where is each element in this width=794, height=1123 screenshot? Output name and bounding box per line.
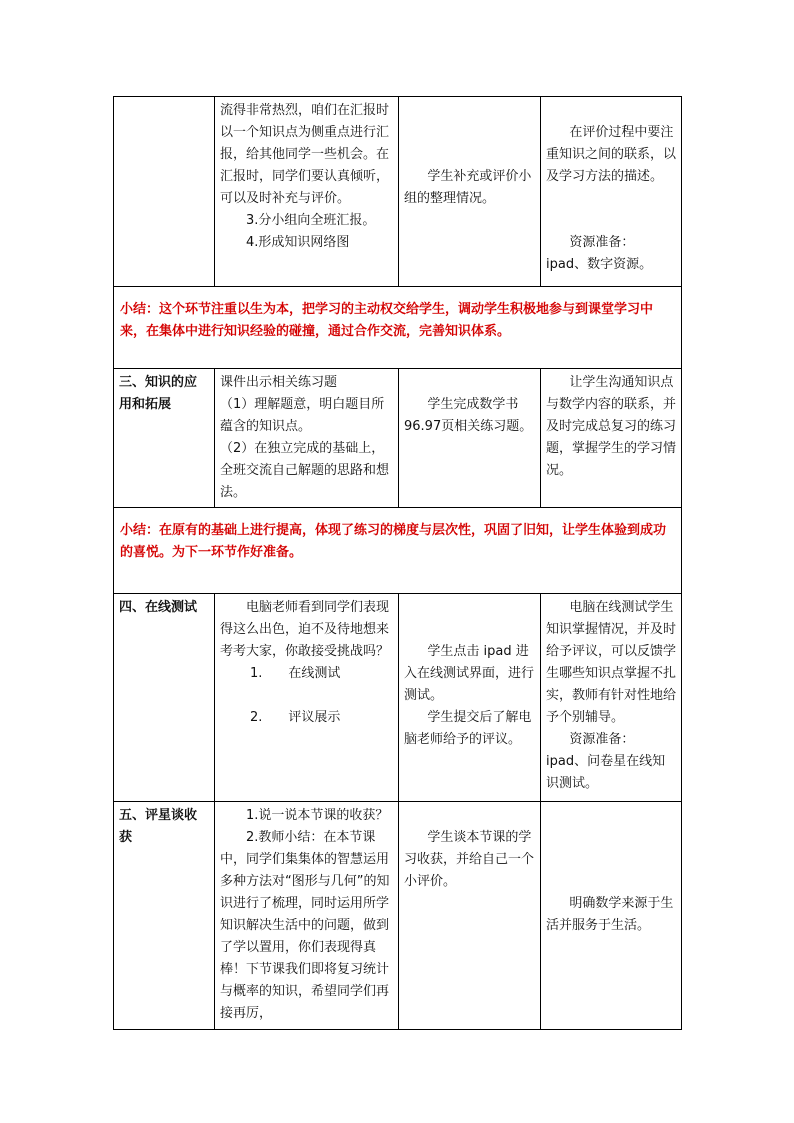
content-text: 课件出示相关练习题	[220, 375, 338, 390]
content-cell	[215, 97, 399, 287]
student-text: 学生完成数学书96.97页相关练习题。	[404, 397, 533, 434]
table-row	[114, 594, 682, 802]
intent-cell	[541, 369, 682, 508]
student-text: 学生补充或评价小组的整理情况。	[404, 169, 532, 206]
content-text: 1. 在线测试	[250, 666, 341, 681]
stage-label: 三、知识的应用和拓展	[114, 369, 215, 508]
intent-text: 明确数学来源于生活并服务于生活。	[546, 896, 674, 933]
intent-cell	[541, 97, 682, 287]
content-text: 2. 评议展示	[250, 710, 341, 725]
summary-text: 小结：这个环节注重以生为本，把学习的主动权交给学生，调动学生积极地参与到课堂学习中来，在集体中进行知识经验的碰撞，通过合作交流，完善知识体系。	[114, 287, 682, 369]
intent-text: 让学生沟通知识点与数学内容的联系，并及时完成总复习的练习题，掌握学生的学习情况。	[546, 375, 677, 478]
content-text: （1）理解题意，明白题目所蕴含的知识点。	[220, 397, 385, 434]
student-text: 学生提交后了解电脑老师给予的评议。	[404, 710, 532, 747]
stage-label: 五、评星谈收获	[114, 802, 215, 1030]
student-text: 学生点击 ipad 进入在线测试界面，进行测试。	[404, 644, 535, 703]
table-row	[114, 97, 682, 287]
intent-text: 资源准备：	[569, 732, 635, 747]
intent-text: ipad、问卷星在线知识测试。	[546, 754, 666, 791]
table-row	[114, 508, 682, 594]
intent-text: 资源准备：	[569, 235, 635, 250]
content-text: 2.教师小结：在本节课中，同学们集集体的智慧运用多种方法对“图形与几何”的知识进行了梳理，同时运用所学知识解决生活中的问题，做到了学以置用，你们表现得真棒！下节课我们即将复习统计与概率的知识，希望同学们再接再厉，	[220, 830, 390, 1021]
content-text: 1.说一说本节课的收获？	[246, 808, 389, 823]
content-text: 4.形成知识网络图	[246, 235, 350, 250]
student-cell	[399, 97, 541, 287]
stage-label: 四、在线测试	[114, 594, 215, 802]
lesson-plan-table	[113, 96, 682, 1030]
intent-cell	[541, 802, 682, 1030]
intent-text: 电脑在线测试学生知识掌握情况，并及时给予评议，可以反馈学生哪些知识点掌握不扎实，教师有针对性地给予个别辅导。	[546, 600, 677, 725]
content-cell	[215, 594, 399, 802]
intent-cell	[541, 594, 682, 802]
student-cell	[399, 802, 541, 1030]
intent-text: ipad、数字资源。	[546, 257, 653, 272]
content-text: （2）在独立完成的基础上，全班交流自己解题的思路和想法。	[220, 441, 390, 500]
content-text: 流得非常热烈，咱们在汇报时以一个知识点为侧重点进行汇报，给其他同学一些机会。在汇报时，同学们要认真倾听，可以及时补充与评价。	[220, 103, 390, 206]
intent-text: 在评价过程中要注重知识之间的联系，以及学习方法的描述。	[546, 125, 677, 184]
content-text: 电脑老师看到同学们表现得这么出色，迫不及待地想来考考大家，你敢接受挑战吗？	[220, 600, 390, 659]
student-cell	[399, 594, 541, 802]
table-row	[114, 369, 682, 508]
content-text: 3.分小组向全班汇报。	[246, 213, 376, 228]
content-cell	[215, 802, 399, 1030]
table-row	[114, 802, 682, 1030]
student-text: 学生谈本节课的学习收获，并给自己一个小评价。	[404, 830, 535, 889]
stage-cell	[114, 97, 215, 287]
summary-text: 小结：在原有的基础上进行提高，体现了练习的梯度与层次性，巩固了旧知，让学生体验到成功的喜悦。为下一环节作好准备。	[114, 508, 682, 594]
content-cell	[215, 369, 399, 508]
student-cell	[399, 369, 541, 508]
table-row	[114, 287, 682, 369]
